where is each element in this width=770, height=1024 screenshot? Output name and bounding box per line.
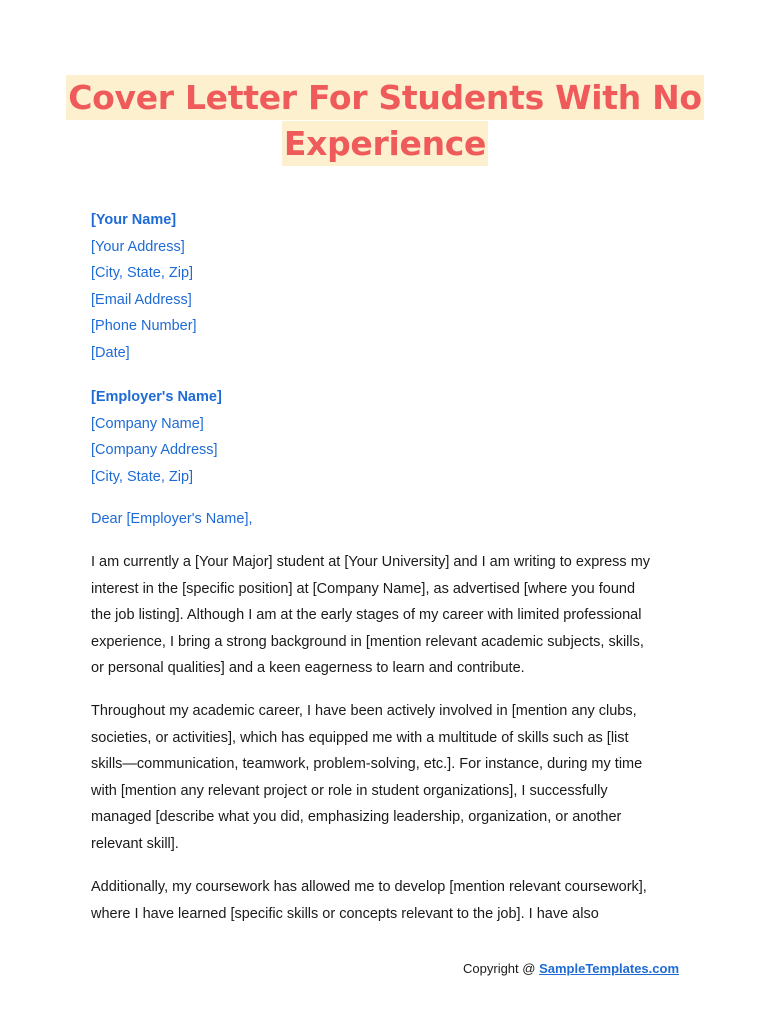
copyright-prefix: Copyright @ [463, 961, 540, 976]
paragraph-line: Throughout my academic career, I have been actively involved in [mention any clubs, [91, 703, 637, 719]
paragraph-line: I am currently a [Your Major] student at [Your University] and I am writing to express my [91, 554, 651, 570]
paragraph-line: managed [describe what you did, emphasizing leadership, organization, or another [91, 809, 622, 826]
recipient-company-address: [Company Address] [91, 442, 218, 459]
paragraph-line: societies, or activities], which has equipped me with a multitude of skills such as [list [91, 729, 629, 746]
title-line-2: Experience [282, 121, 488, 166]
salutation: Dear [Employer's Name], [91, 511, 253, 527]
body-paragraph-1 [91, 549, 681, 682]
paragraph-line: with [mention any relevant project or role in student organizations], I successfully [91, 782, 608, 799]
paragraph-line: Additionally, my coursework has allowed me to develop [mention relevant coursework], [91, 879, 647, 895]
body-paragraph-2 [91, 698, 681, 858]
sender-city-state-zip: [City, State, Zip] [91, 265, 194, 282]
sender-name: [Your Name] [91, 212, 177, 228]
paragraph-line: relevant skill]. [91, 835, 179, 852]
sample-templates-link[interactable]: SampleTemplates.com [539, 961, 679, 976]
recipient-company: [Company Name] [91, 415, 204, 432]
sender-address: [Your Address] [91, 238, 185, 255]
paragraph-line: skills—communication, teamwork, problem-solving, etc.]. For instance, during my time [91, 756, 643, 773]
copyright-footer [463, 959, 679, 979]
paragraph-line: where I have learned [specific skills or concepts relevant to the job]. I have also [91, 905, 599, 922]
sender-email: [Email Address] [91, 291, 192, 308]
paragraph-line: the job listing]. Although I am at the early stages of my career with limited professional [91, 607, 642, 624]
paragraph-line: experience, I bring a strong background in [mention relevant academic subjects, skills, [91, 633, 644, 650]
recipient-name: [Employer's Name] [91, 389, 222, 405]
title-line-1: Cover Letter For Students With No [66, 75, 704, 120]
recipient-city-state-zip: [City, State, Zip] [91, 468, 194, 485]
sender-block [91, 207, 691, 367]
body-paragraph-3 [91, 874, 681, 927]
recipient-block [91, 384, 691, 490]
paragraph-line: interest in the [specific position] at [Company Name], as advertised [where you found [91, 580, 636, 597]
sender-date: [Date] [91, 344, 130, 361]
salutation-block [91, 506, 691, 533]
document-title [0, 75, 770, 167]
sender-phone: [Phone Number] [91, 318, 197, 335]
paragraph-line: or personal qualities] and a keen eagerness to learn and contribute. [91, 660, 525, 677]
